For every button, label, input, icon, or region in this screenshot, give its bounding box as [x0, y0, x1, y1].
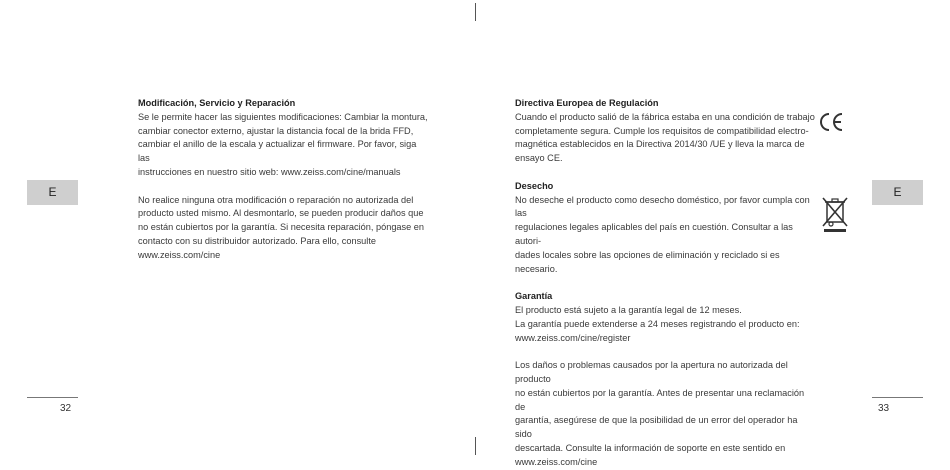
modification-paragraph: Se le permite hacer las siguientes modificaciones: Cambiar la montura, cambiar conector externo, ajustar la distancia focal de la brida FFD, cambiar el anillo de la escala y actualizar el firmware. Por favor, siga las instrucciones en nuestro sitio web: www.zeiss.com/cine/manuals: [138, 111, 428, 177]
disposal-paragraph: No deseche el producto como desecho doméstico, por favor cumpla con las regulaciones legales aplicables del país en cuestión. Consultar a las autori- dades locales sobre las opciones de eliminación y reciclado si es necesario.: [515, 194, 810, 274]
disposal-heading: Desecho: [515, 180, 554, 191]
right-column: [515, 97, 815, 470]
repair-paragraph: No realice ninguna otra modificación o reparación no autorizada del producto usted mismo. Al desmontarlo, se pueden producir daños que no están cubiertos por la garantía. Si necesita reparación, póngase en contacto con su distribuidor autorizado. Para ello, consulte www.zeiss.com/cine: [138, 194, 425, 260]
ce-mark-icon: [818, 111, 844, 133]
directive-heading: Directiva Europea de Regulación: [515, 98, 659, 108]
crossed-out-bin-icon: [820, 195, 850, 233]
modification-heading: Modificación, Servicio y Reparación: [138, 98, 296, 108]
warranty-paragraph: El producto está sujeto a la garantía legal de 12 meses. La garantía puede extenderse a 24 meses registrando el producto en: www.zeiss.com/cine/register: [515, 304, 800, 343]
left-column: [138, 97, 428, 263]
footer-rule-right: [872, 397, 923, 398]
crop-mark-top: [475, 3, 476, 21]
damage-paragraph: Los daños o problemas causados por la apertura no autorizada del producto no están cubiertos por la garantía. Antes de presentar una reclamación de garantía, asegúrese de que la posibilidad de un error del operador ha sido descartada. Consulte la información de soporte en este sentido en www.zeiss.com/cine: [515, 360, 805, 467]
page-number-right: 33: [878, 403, 890, 414]
warranty-heading: Garantía: [515, 291, 553, 302]
crop-mark-bottom: [475, 437, 476, 455]
page-number-left: 32: [60, 403, 72, 414]
footer-rule-left: [27, 397, 78, 398]
directive-paragraph: Cuando el producto salió de la fábrica estaba en una condición de trabajo completamente segura. Cumple los requisitos de compatibilidad electro- magnética establecidos en la Directiva 2014/30 /UE y lleva la marca de ensayo CE.: [515, 111, 815, 164]
language-tab-left: E: [27, 180, 78, 205]
language-tab-right: E: [872, 180, 923, 205]
